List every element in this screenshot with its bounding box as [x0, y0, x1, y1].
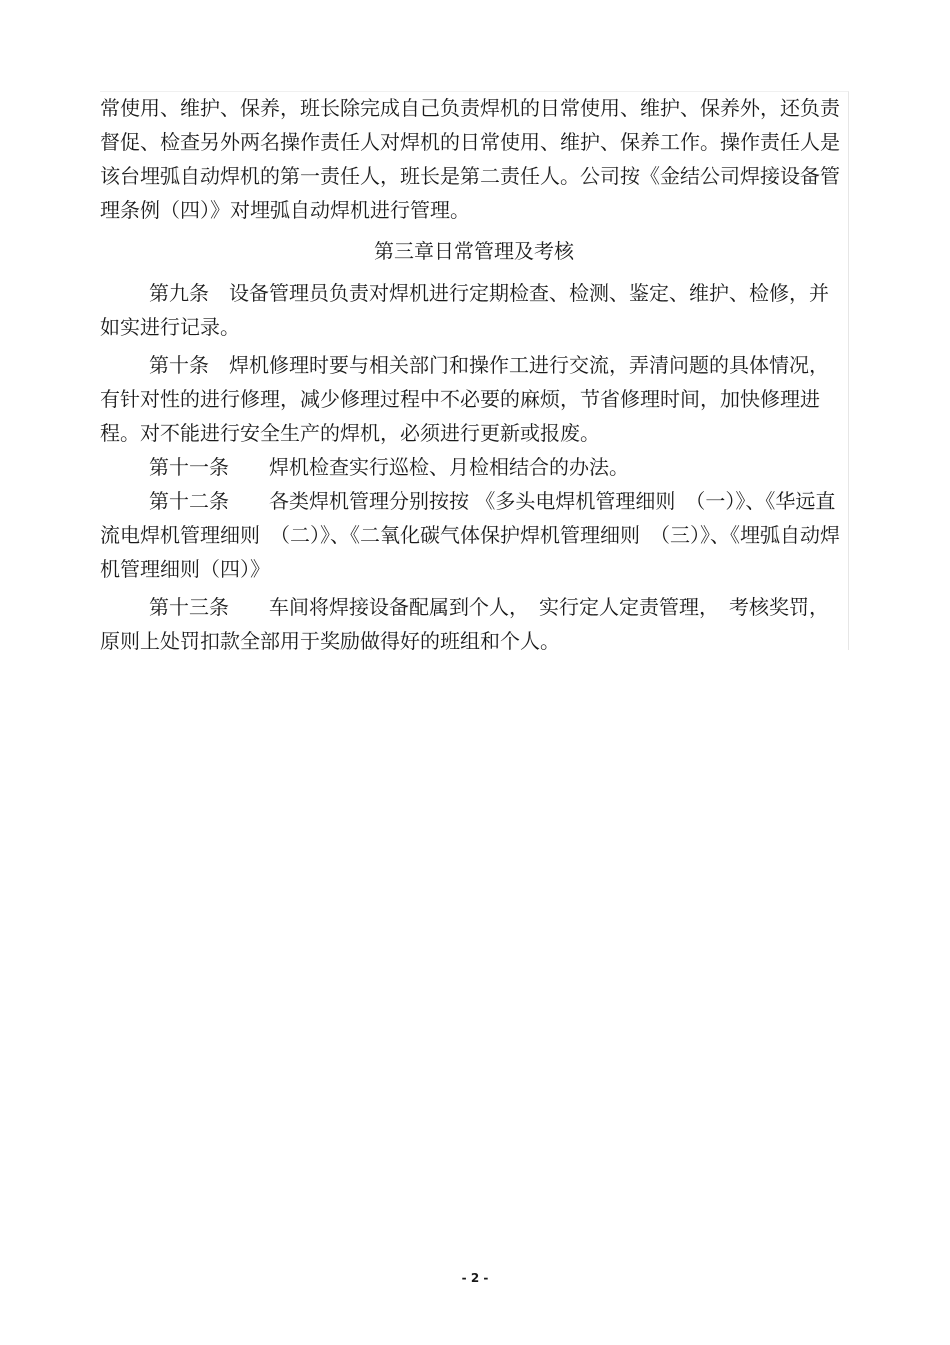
chapter-heading: 第三章日常管理及考核: [374, 239, 574, 263]
article-13: 第十三条 车间将焊接设备配属到个人， 实行定人定责管理， 考核奖罚，原则上处罚扣款全部用于奖励做得好的班组和个人。: [100, 595, 829, 653]
document-body: [100, 91, 848, 658]
page-number: - 2 -: [461, 1271, 489, 1285]
article-10: 第十条 焊机修理时要与相关部门和操作工进行交流，弄清问题的具体情况，有针对性的进行修理，减少修理过程中不必要的麻烦，节省修理时间，加快修理进程。对不能进行安全生产的焊机，必须进行更新或报废。: [100, 353, 829, 445]
paragraph-continuation: 常使用、维护、保养，班长除完成自己负责焊机的日常使用、维护、保养外，还负责督促、检查另外两名操作责任人对焊机的日常使用、维护、保养工作。操作责任人是该台埋弧自动焊机的第一责任人，班长是第二责任人。公司按《金结公司焊接设备管理条例（四）》对埋弧自动焊机进行管理。: [100, 96, 840, 222]
article-12: 第十二条 各类焊机管理分别按按 《多头电焊机管理细则 （一）》、《华远直流电焊机管理细则 （二）》、《二氧化碳气体保护焊机管理细则 （三）》、《埋弧自动焊机管理细则（四）》: [100, 489, 840, 581]
article-11: 第十一条 焊机检查实行巡检、月检相结合的办法。: [149, 455, 629, 479]
article-9: 第九条 设备管理员负责对焊机进行定期检查、检测、鉴定、维护、检修，并如实进行记录。: [100, 281, 829, 339]
